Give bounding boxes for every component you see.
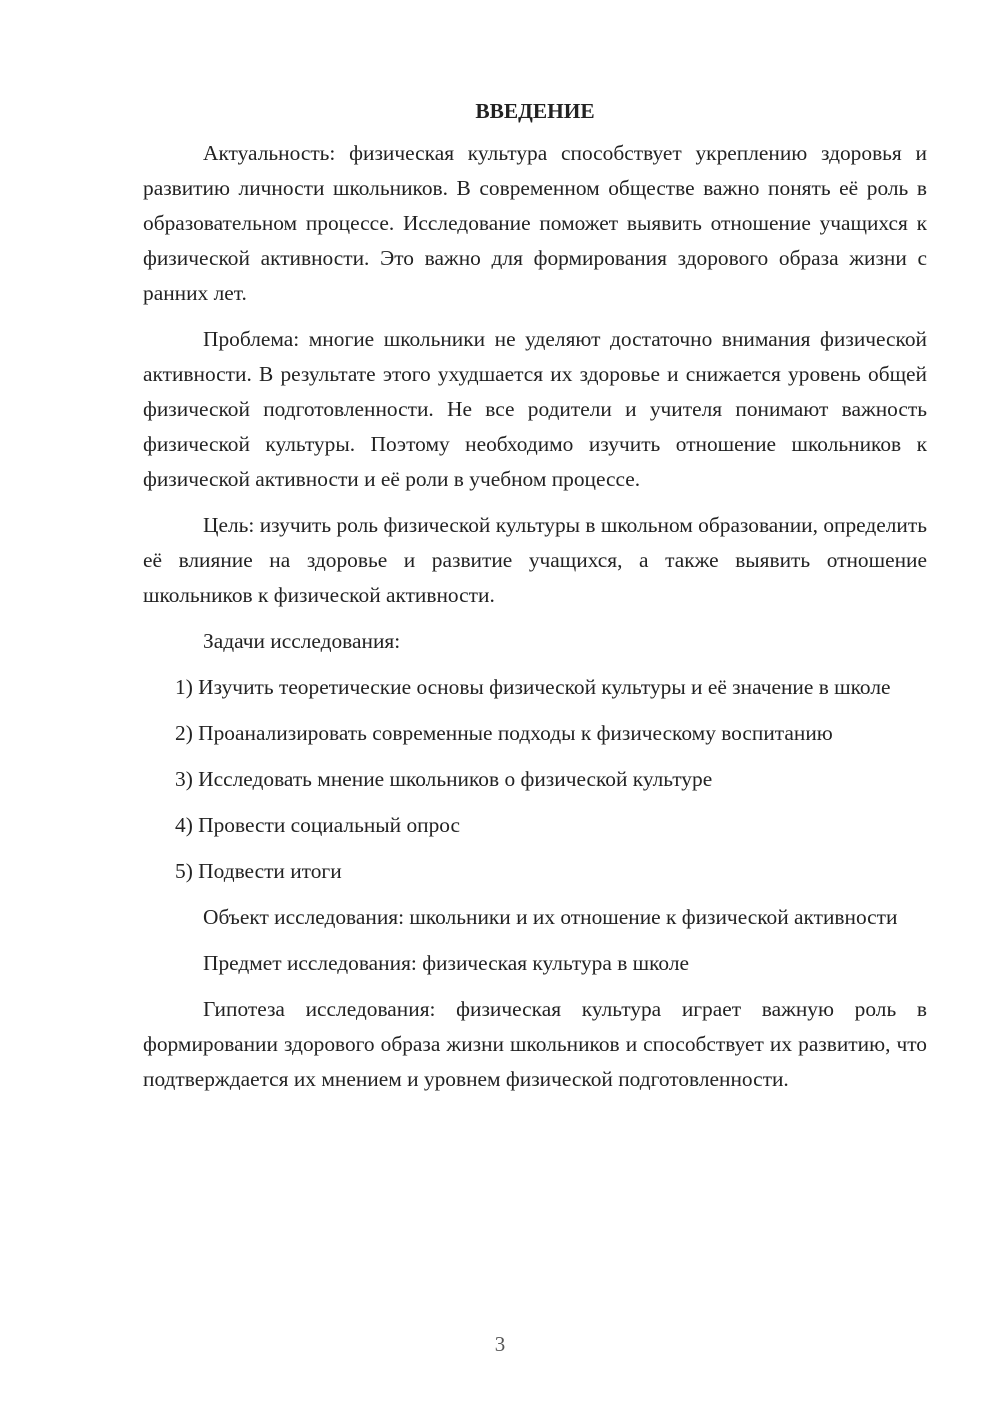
paragraph-problem: Проблема: многие школьники не уделяют достаточно внимания физической активности. В результате этого ухудшается их здоровье и снижается уровень общей физической подготовленности. Не все родители и учителя понимают важность физической культуры. Поэтому необходимо изучить отношение школьников к физической активности и её роли в учебном процессе. — [143, 327, 927, 491]
task-item-2: 2) Проанализировать современные подходы к физическому воспитанию — [175, 721, 833, 745]
task-item-4: 4) Провести социальный опрос — [175, 813, 461, 837]
task-item-5: 5) Подвести итоги — [175, 859, 342, 883]
paragraph-hypothesis: Гипотеза исследования: физическая культура играет важную роль в формировании здорового образа жизни школьников и способствует их развитию, что подтверждается их мнением и уровнем физической подготовленности. — [143, 997, 927, 1091]
paragraph-object: Объект исследования: школьники и их отношение к физической активности — [203, 905, 898, 929]
page-number: 3 — [494, 1332, 506, 1356]
section-title: ВВЕДЕНИЕ — [475, 99, 595, 123]
paragraph-tasks-heading: Задачи исследования: — [203, 629, 401, 653]
paragraph-relevance: Актуальность: физическая культура способствует укреплению здоровья и развитию личности школьников. В современном обществе важно понять её роль в образовательном процессе. Исследование поможет выявить отношение учащихся к физической активности. Это важно для формирования здорового образа жизни с ранних лет. — [143, 141, 927, 305]
task-item-1: 1) Изучить теоретические основы физической культуры и её значение в школе — [175, 675, 891, 699]
task-item-3: 3) Исследовать мнение школьников о физической культуре — [175, 767, 713, 791]
paragraph-subject: Предмет исследования: физическая культура в школе — [203, 951, 689, 975]
document-page — [143, 96, 927, 1108]
paragraph-goal: Цель: изучить роль физической культуры в школьном образовании, определить её влияние на здоровье и развитие учащихся, а также выявить отношение школьников к физической активности. — [143, 513, 927, 607]
